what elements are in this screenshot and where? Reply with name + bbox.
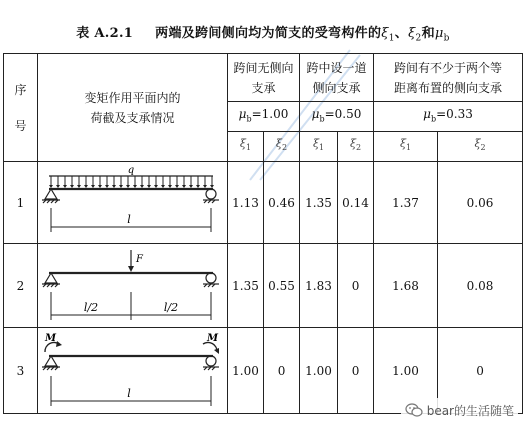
half-span-label-right: l/2: [163, 300, 178, 314]
caption-and: 和: [421, 26, 435, 41]
xi1-mid-support: 1.00: [300, 328, 338, 414]
xi1-no-support: 1.00: [228, 328, 264, 414]
mu-sub: b: [319, 114, 325, 124]
xi1-two-support: 1.37: [374, 162, 438, 244]
header-two-support-line1: 跨间有不少于两个等: [394, 60, 503, 75]
header-loading-line1: 变矩作用平面内的: [84, 90, 181, 105]
header-mid-support-line1: 跨中设一道: [306, 60, 367, 75]
xi2-mid-support: 0: [338, 244, 374, 328]
mu-value: =0.50: [324, 106, 362, 121]
mu-no-support: [228, 102, 300, 132]
xi2-header: $\xi_2$: [338, 132, 374, 162]
caption-xi1: ξ: [381, 26, 389, 41]
diagram-uniform-load: [38, 162, 228, 244]
xi2-mid-support: 0.14: [338, 162, 374, 244]
mu-symbol: μ: [311, 106, 320, 121]
caption-subb: b: [443, 33, 450, 44]
diagram-point-load: [38, 244, 228, 328]
mu-two-support: [374, 102, 523, 132]
distributed-load-arrows: [51, 176, 212, 185]
coefficient-table: [3, 53, 523, 414]
table-row: [4, 162, 523, 244]
xi1-no-support: 1.35: [228, 244, 264, 328]
moment-label-left: M: [44, 332, 56, 344]
mu-mid-support: [300, 102, 374, 132]
xi1-header: $\xi_1$: [300, 132, 338, 162]
header-no-support: [228, 54, 300, 102]
xi2-two-support: 0.06: [438, 162, 523, 244]
table-row: [4, 244, 523, 328]
xi2-header: $\xi_2$: [264, 132, 300, 162]
header-mid-support: [300, 54, 374, 102]
xi1-two-support: 1.00: [374, 328, 438, 414]
row-seq: 1: [4, 162, 38, 244]
diagram-end-moments: [38, 328, 228, 414]
mu-sub: b: [246, 114, 252, 124]
xi1-no-support: 1.13: [228, 162, 264, 244]
header-no-support-line2: 支承: [251, 80, 276, 95]
mu-value: =0.33: [436, 106, 473, 121]
mu-value: =1.00: [251, 106, 289, 121]
xi1-header: $\xi_1$: [374, 132, 438, 162]
header-mid-support-line2: 侧向支承: [312, 80, 361, 95]
caption-sub2: 2: [415, 33, 422, 44]
caption-mu: μ: [434, 26, 444, 41]
pinned-support-icon: [42, 356, 60, 370]
xi1-header: $\xi_1$: [228, 132, 264, 162]
span-label: l: [126, 212, 131, 226]
uniform-load-diagram: [41, 164, 225, 242]
header-two-support-line2: 距离布置的侧向支承: [394, 80, 503, 95]
mu-sub: b: [430, 114, 437, 124]
header-loading-line2: 荷截及支承情况: [90, 110, 175, 125]
caption-label: 表 A.2.1: [76, 26, 134, 41]
xi2-no-support: 0.46: [264, 162, 300, 244]
xi2-two-support: 0: [438, 328, 523, 414]
row-seq: 2: [4, 244, 38, 328]
half-span-label-left: l/2: [83, 300, 98, 314]
table-caption: [0, 22, 526, 46]
moment-label-right: M: [206, 332, 218, 344]
point-load-diagram: [41, 246, 225, 326]
caption-sub1: 1: [388, 33, 395, 44]
mu-symbol: μ: [423, 106, 431, 121]
xi2-no-support: 0.55: [264, 244, 300, 328]
wechat-icon: [405, 402, 423, 418]
header-seq-top: 序: [14, 82, 27, 97]
caption-title: 两端及跨间侧向均为简支的受弯构件的: [155, 26, 382, 41]
pinned-support-icon: [42, 189, 60, 203]
watermark-text: bear的生活随笔: [426, 403, 514, 418]
load-label-f: F: [135, 253, 143, 265]
xi1-mid-support: 1.35: [300, 162, 338, 244]
load-label-q: q: [127, 164, 134, 176]
mu-symbol: μ: [238, 106, 247, 121]
xi2-two-support: 0.08: [438, 244, 523, 328]
xi2-header: $\xi_2$: [438, 132, 523, 162]
span-label: l: [126, 386, 131, 400]
header-no-support-line1: 跨间无侧向: [233, 60, 294, 75]
xi1-two-support: 1.68: [374, 244, 438, 328]
xi2-mid-support: 0: [338, 328, 374, 414]
header-loading: [38, 54, 228, 162]
roller-support-icon: [203, 273, 219, 287]
watermark-badge: [401, 398, 518, 422]
caption-xi2: ξ: [408, 26, 416, 41]
xi1-mid-support: 1.83: [300, 244, 338, 328]
caption-sep: 、: [394, 26, 409, 41]
header-row-1: [4, 54, 523, 102]
row-seq: 3: [4, 328, 38, 414]
roller-support-icon: [203, 356, 219, 370]
header-seq: [4, 54, 38, 162]
xi2-no-support: 0: [264, 328, 300, 414]
roller-support-icon: [203, 189, 219, 203]
end-moment-diagram: [41, 330, 225, 412]
header-seq-bottom: 号: [14, 118, 27, 133]
pinned-support-icon: [42, 273, 60, 287]
header-two-support: [374, 54, 523, 102]
